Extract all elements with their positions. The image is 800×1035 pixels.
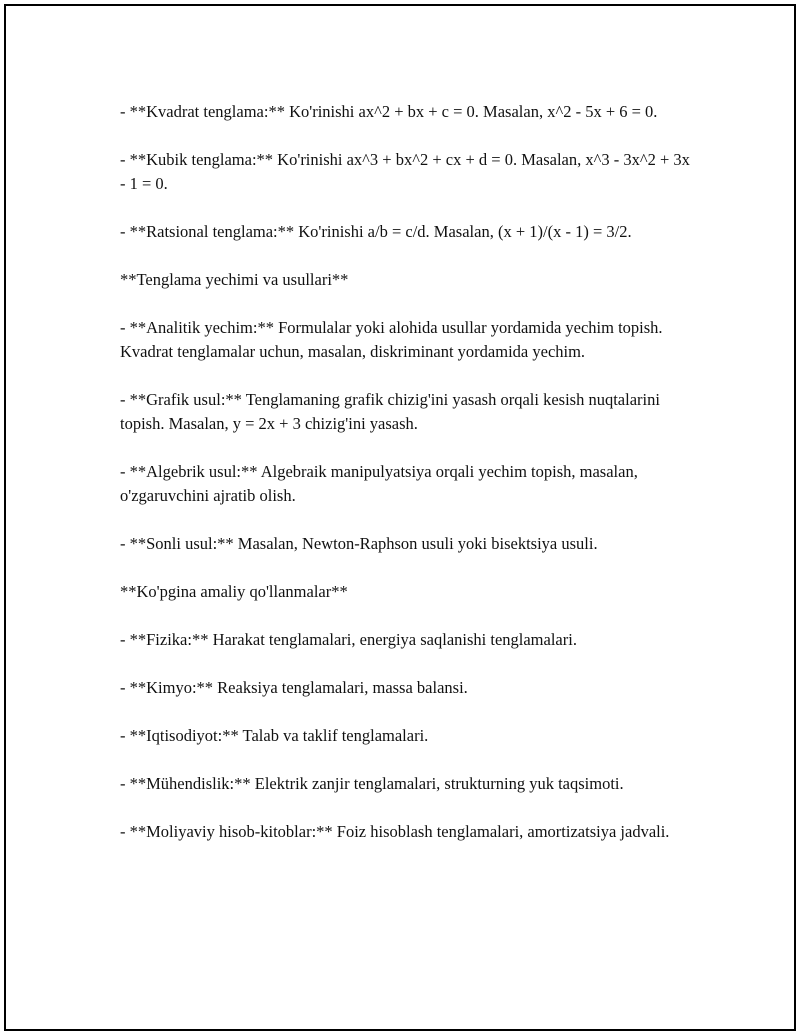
paragraph-moliyaviy-hisob: - **Moliyaviy hisob-kitoblar:** Foiz hisoblash tenglamalari, amortizatsiya jadvali. bbox=[120, 822, 670, 841]
paragraph-kubik-tenglama: - **Kubik tenglama:** Ko'rinishi ax^3 + bx^2 + cx + d = 0. Masalan, x^3 - 3x^2 + 3x - 1 = 0. bbox=[120, 150, 690, 193]
section-heading-yechim-usullari: **Tenglama yechimi va usullari** bbox=[120, 270, 349, 289]
paragraph-ratsional-tenglama: - **Ratsional tenglama:** Ko'rinishi a/b = c/d. Masalan, (x + 1)/(x - 1) = 3/2. bbox=[120, 222, 632, 241]
paragraph-fizika: - **Fizika:** Harakat tenglamalari, energiya saqlanishi tenglamalari. bbox=[120, 630, 577, 649]
paragraph-sonli-usul: - **Sonli usul:** Masalan, Newton-Raphson usuli yoki bisektsiya usuli. bbox=[120, 534, 598, 553]
paragraph-analitik-yechim: - **Analitik yechim:** Formulalar yoki alohida usullar yordamida yechim topish. Kvadrat tenglamalar uchun, masalan, diskriminant yordamida yechim. bbox=[120, 318, 663, 361]
paragraph-muhendislik: - **Mühendislik:** Elektrik zanjir tenglamalari, strukturning yuk taqsimoti. bbox=[120, 774, 624, 793]
paragraph-algebrik-usul: - **Algebrik usul:** Algebraik manipulyatsiya orqali yechim topish, masalan, o'zgaruvchini ajratib olish. bbox=[120, 462, 638, 505]
paragraph-kvadrat-tenglama: - **Kvadrat tenglama:** Ko'rinishi ax^2 + bx + c = 0. Masalan, x^2 - 5x + 6 = 0. bbox=[120, 102, 658, 121]
paragraph-iqtisodiyot: - **Iqtisodiyot:** Talab va taklif tenglamalari. bbox=[120, 726, 429, 745]
paragraph-grafik-usul: - **Grafik usul:** Tenglamaning grafik chizig'ini yasash orqali kesish nuqtalarini topish. Masalan, y = 2x + 3 chizig'ini yasash. bbox=[120, 390, 660, 433]
document-page bbox=[4, 4, 796, 1031]
section-heading-amaliy-qollanmalar: **Ko'pgina amaliy qo'llanmalar** bbox=[120, 582, 348, 601]
paragraph-kimyo: - **Kimyo:** Reaksiya tenglamalari, massa balansi. bbox=[120, 678, 468, 697]
document-body bbox=[120, 100, 690, 868]
